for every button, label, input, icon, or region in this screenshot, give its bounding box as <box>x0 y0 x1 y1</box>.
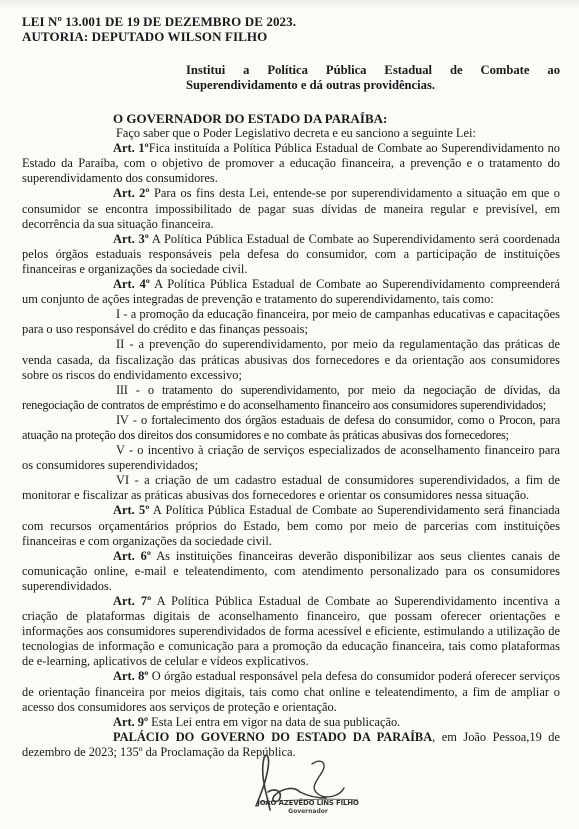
signatory-name: JOÃO AZEVÊDO LINS FILHO <box>257 799 359 807</box>
item-i: I - a promoção da educação financeira, por meio de campanhas educativas e capacitações para o uso responsável do crédito e das finanças pessoais; <box>22 307 560 337</box>
item-vi: VI - a criação de um cadastro estadual de consumidores superendividados, a fim de monitorar e fiscalizar as práticas abusivas dos fornecedores e orientar os consumidores nessa situação. <box>22 473 560 503</box>
preamble: Faço saber que o Poder Legislativo decreta e eu sanciono a seguinte Lei: <box>116 126 476 141</box>
law-title: LEI Nº 13.001 DE 19 DE DEZEMBRO DE 2023. <box>22 14 297 29</box>
law-authorship: AUTORIA: DEPUTADO WILSON FILHO <box>22 29 268 44</box>
article-text: A Política Pública Estadual de Combate ao Superendividamento será coordenada pelos órgãos estaduais responsáveis pela defesa do consumidor, com a participação de instituições financeiras e organizações da sociedade civil. <box>22 231 560 276</box>
item-iv: IV - o fortalecimento dos órgãos estaduais de defesa do consumidor, como o Procon, para atuação na proteção dos direitos dos consumidores e no combate às práticas abusivas dos fornecedores; <box>22 412 560 442</box>
article-label: Art. 6º <box>113 548 151 563</box>
article-label: Art. 2º <box>113 186 150 201</box>
article-9 <box>22 715 560 730</box>
article-text: As instituições financeiras deverão disponibilizar aos seus clientes canais de comunicação online, e-mail e teleatendimento, com atendimento personalizado para os consumidores superendividados. <box>22 548 560 593</box>
article-text: A Política Pública Estadual de Combate ao Superendividamento compreenderá um conjunto de ações integradas de prevenção e tratamento do superendividamento, tais como: <box>22 277 560 307</box>
article-label: Art. 5º <box>113 503 150 518</box>
item-v: V - o incentivo à criação de serviços especializados de aconselhamento financeiro para os consumidores superendividados; <box>22 443 560 473</box>
law-document <box>22 14 560 760</box>
article-label: Art. 1º <box>113 141 149 156</box>
article-text: Fica instituída a Política Pública Estadual de Combate ao Superendividamento no Estado da Paraíba, com o objetivo de promover a educação financeira, a prevenção e o tratamento do superendividamento dos consumidores. <box>22 141 560 186</box>
article-text: A Política Pública Estadual de Combate ao Superendividamento incentiva a criação de plataformas digitais de aconselhamento financeiro, que possam oferecer orientações e informações aos consumidores superendividados de forma acessível e eficiente, estimulando a utilização de tecnologias de informação e comunicação para a promoção da educação financeira, tais como plataformas de e-learning, aplicativos de celular e vídeos explicativos. <box>22 594 560 669</box>
item-iii: III - o tratamento do superendividamento, por meio da negociação de dívidas, da renegociação de contratos de empréstimo e do aconselhamento financeiro aos consumidores superendividados; <box>22 382 560 412</box>
article-text: Para os fins desta Lei, entende-se por superendividamento a situação em que o consumidor se encontra impossibilitado de pagar suas dívidas de maneira regular e previsível, em decorrência da sua situação financeira. <box>22 186 560 231</box>
signatory-role: Governador <box>288 808 328 815</box>
article-1 <box>22 141 560 186</box>
article-label: Art. 4º <box>113 277 150 292</box>
article-label: Art. 8º <box>113 669 149 684</box>
article-label: Art. 3º <box>113 231 149 246</box>
item-ii: II - a prevenção do superendividamento, por meio da regulamentação das práticas de venda casada, da fiscalização das práticas abusivas dos fornecedores e da orientação aos consumidores sobre os riscos do endividamento excessivo; <box>22 337 560 382</box>
article-label: Art. 7º <box>113 594 152 608</box>
article-6 <box>22 549 560 594</box>
page-edge-shadow <box>0 0 579 10</box>
article-2 <box>22 186 560 231</box>
article-text: O órgão estadual responsável pela defesa do consumidor poderá oferecer serviços de orientação financeira por meios digitais, tais como chat online e teleatendimento, a fim de ampliar o acesso dos consumidores aos serviços de proteção e orientação. <box>22 669 560 714</box>
article-7 <box>22 594 560 669</box>
closing-date: , em João Pessoa,19 de dezembro de 2023; 135º da Proclamação da República. <box>22 729 560 759</box>
article-text: Esta Lei entra em vigor na data de sua publicação. <box>148 714 401 729</box>
article-8 <box>22 669 560 714</box>
article-5 <box>22 503 560 548</box>
article-3 <box>22 232 560 277</box>
article-text: A Política Pública Estadual de Combate ao Superendividamento será financiada com recursos orçamentários próprios do Estado, bem como por meio de parcerias com instituições financeiras e com organizações da sociedade civil. <box>22 503 560 548</box>
article-4 <box>22 277 560 307</box>
governor-heading: O GOVERNADOR DO ESTADO DA PARAÍBA: <box>113 111 388 126</box>
law-ementa: Institui a Política Pública Estadual de Combate ao Superendividamento e dá outras providências. <box>186 63 560 92</box>
article-label: Art. 9º <box>113 714 149 729</box>
palace-name: PALÁCIO DO GOVERNO DO ESTADO DA PARAÍBA <box>113 729 433 744</box>
signature-block <box>230 752 380 824</box>
